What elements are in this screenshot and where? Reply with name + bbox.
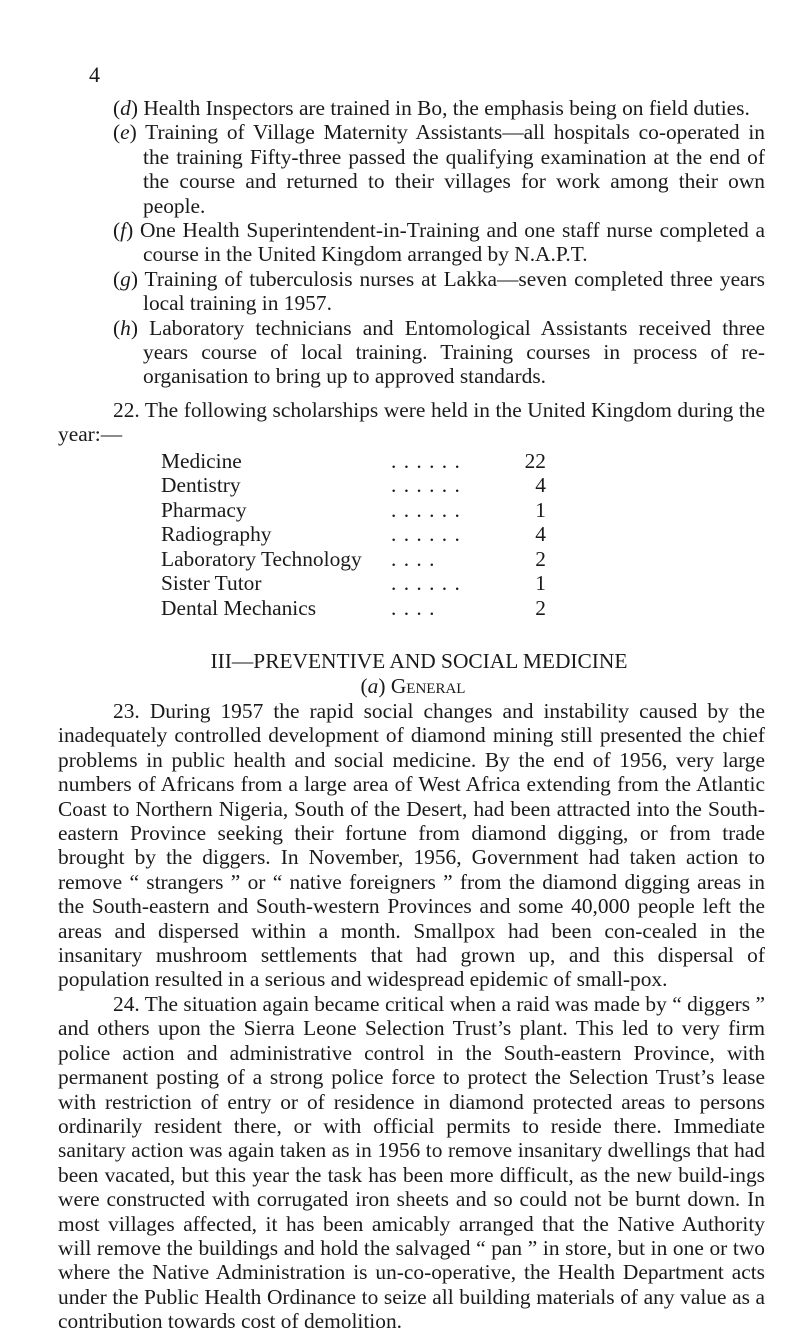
item-text: Training of Village Maternity Assistants—all hospitals co-operated in the training Fifty-three passed the qualifying examination at the end of the course and returned to their villages for work among their own people.: [143, 120, 765, 218]
item-letter: e: [120, 120, 130, 145]
leader-dots: . . . .: [391, 546, 436, 571]
scholarship-name: Dentistry: [161, 473, 241, 498]
item-text: Training of tuberculosis nurses at Lakka—seven completed three years local training in 1957.: [143, 266, 766, 316]
table-row: [161, 596, 765, 621]
table-row: [161, 449, 765, 474]
item-text: Health Inspectors are trained in Bo, the emphasis being on field duties.: [143, 96, 750, 120]
scholarship-count: 4: [535, 522, 546, 547]
leader-dots: . . . . . .: [391, 522, 461, 547]
item-text: Laboratory technicians and Entomological Assistants received three years course of local training. Training courses in process of re-organisation to bring up to approved standards.: [143, 315, 765, 389]
sub-heading-letter: a: [367, 673, 379, 698]
scholarship-name: Laboratory Technology: [161, 546, 362, 571]
training-item-f: (f) One Health Superintendent-in-Training and one staff nurse completed a course in the United Kingdom arranged by N.A.P.T.: [113, 218, 765, 267]
scholarship-count: 22: [524, 448, 546, 473]
table-row: [161, 473, 765, 498]
paragraph-23: 23. During 1957 the rapid social changes and instability caused by the inadequately controlled development of diamond mining still presented the chief problems in public health and social medicine. By the end of 1956, very large numbers of Africans from a large area of West Africa extending from the Atlantic Coast to Northern Nigeria, South of the Desert, had been attracted into the South-eastern Province seeking their fortune from diamond digging, or from trade brought by the diggers. In November, 1956, Government had taken action to remove “ strangers ” or “ native foreigners ” from the diamond digging areas in the South-eastern and South-western Provinces and some 40,000 people left the areas and dispersed within a month. Smallpox had been con-cealed in the insanitary mushroom settlements that had grown up, and this dispersal of population resulted in a serious and widespread epidemic of small-pox.: [58, 699, 765, 992]
sub-heading: (a) General: [360, 673, 466, 698]
training-item-g: (g) Training of tuberculosis nurses at Lakka—seven completed three years local training in 1957.: [113, 266, 766, 316]
paragraph-24: 24. The situation again became critical when a raid was made by “ diggers ” and others upon the Sierra Leone Selection Trust’s plant. This led to very firm police action and administrative control in the South-eastern Province, with permanent posting of a strong police force to protect the Selection Trust’s lease with restriction of entry or of residence in diamond protected areas to persons ordinarily resident there, or with official permits to reside there. Immediate sanitary action was again taken as in 1956 to remove insanitary dwellings that had been vacated, but this year the task has been more difficult, as the new build-ings were constructed with corrugated iron sheets and so could not be burnt down. In most villages affected, it has been amicably arranged that the Native Authority will remove the buildings and hold the salvaged “ pan ” in store, but in one or two where the Native Administration is un-co-operative, the Health Department acts under the Public Health Ordinance to seize all building materials of any value as a contribution towards cost of demolition.: [58, 991, 765, 1334]
scholarship-name: Dental Mechanics: [161, 595, 317, 620]
leader-dots: . . . . . .: [391, 473, 461, 498]
section-heading: III—PREVENTIVE AND SOCIAL MEDICINE: [210, 649, 628, 674]
paragraph-22: 22. The following scholarships were held in the United Kingdom during the year:—: [58, 397, 765, 447]
scholarship-count: 4: [535, 473, 546, 498]
scholarship-count: 1: [535, 571, 546, 596]
training-list: [113, 96, 765, 389]
sub-heading-title: General: [390, 673, 466, 698]
page-content: [58, 96, 766, 1334]
leader-dots: . . . . . .: [391, 497, 461, 522]
scholarship-count: 2: [535, 546, 546, 571]
scholarship-name: Sister Tutor: [161, 571, 262, 596]
item-letter: d: [120, 96, 131, 120]
scholarship-name: Medicine: [161, 448, 242, 473]
scholarship-count: 2: [535, 595, 546, 620]
leader-dots: . . . . . .: [391, 448, 461, 473]
scholarship-name: Pharmacy: [161, 497, 247, 522]
scholarship-count: 1: [535, 497, 546, 522]
item-text: One Health Superintendent-in-Training and one staff nurse completed a course in the United Kingdom arranged by N.A.P.T.: [140, 218, 765, 267]
scholarship-table: [161, 449, 765, 621]
leader-dots: . . . . . .: [391, 571, 461, 596]
item-letter: g: [120, 266, 131, 291]
training-item-d: (d) Health Inspectors are trained in Bo, the emphasis being on field duties.: [113, 96, 750, 120]
scholarship-name: Radiography: [161, 522, 272, 547]
training-item-e: (e) Training of Village Maternity Assistants—all hospitals co-operated in the training Fifty-three passed the qualifying examination at the end of the course and returned to their villages for work among their own people.: [113, 120, 765, 218]
table-row: [161, 547, 765, 572]
page-number: 4: [89, 62, 100, 87]
item-letter: h: [120, 315, 131, 340]
table-row: [161, 498, 765, 523]
item-letter: f: [120, 218, 127, 243]
table-row: [161, 522, 765, 547]
leader-dots: . . . .: [391, 595, 436, 620]
training-item-h: (h) Laboratory technicians and Entomological Assistants received three years course of local training. Training courses in process of re-organisation to bring up to approved standards.: [113, 315, 765, 389]
table-row: [161, 571, 765, 596]
